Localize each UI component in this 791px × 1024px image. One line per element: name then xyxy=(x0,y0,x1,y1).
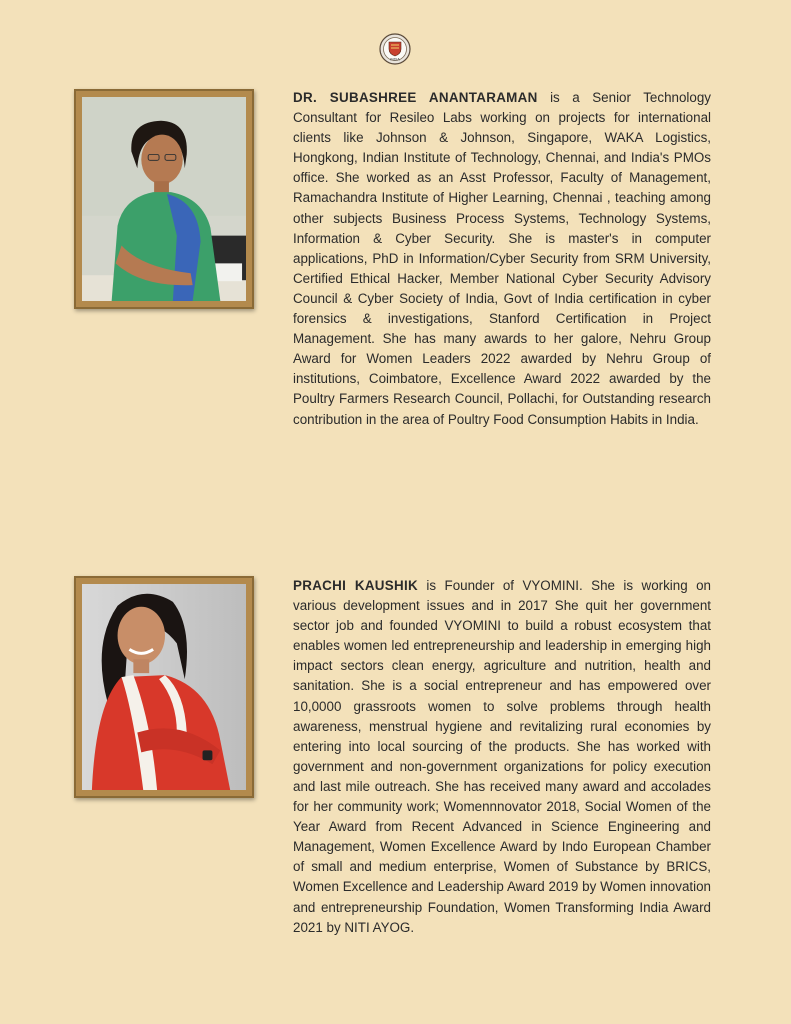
profile-photo-prachi xyxy=(82,584,246,790)
profile-photo-subashree xyxy=(82,97,246,301)
bio-subashree xyxy=(293,88,711,430)
institution-seal-icon xyxy=(379,33,411,65)
bio-name: PRACHI KAUSHIK xyxy=(293,578,418,593)
bio-name: DR. SUBASHREE ANANTARAMAN xyxy=(293,90,538,105)
profile-photo-frame xyxy=(74,89,254,309)
bio-text: is Founder of VYOMINI. She is working on various development issues and in 2017 She quit her government sector job and founded VYOMINI to build a robust ecosystem that enables women led entrepreneurship and leadership in emerging high impact sectors clean energy, agriculture and nutrition, health and sanitation. She is a social entrepreneur and has empowered over 10,0000 grassroots women to solve problems through health awareness, menstrual hygiene and revitalizing rural economies by entering into local sourcing of the products. She has worked with government and non-government organizations for policy execution and last mile outreach. She has received many award and accolades for her community work; Womennnovator 2018, Social Women of the Year Award from Recent Advanced in Science Engineering and Management, Women Excellence Award by Indo European Chamber of small and medium enterprise, Women of Substance by BRICS, Women Excellence and Leadership Award 2019 by Women innovation and entrepreneurship Foundation, Women Transforming India Award 2021 by NITI AYOG. xyxy=(293,578,711,935)
profile-photo-frame xyxy=(74,576,254,798)
svg-text:INDIA: INDIA xyxy=(390,57,400,62)
bio-prachi xyxy=(293,576,711,938)
bio-text: is a Senior Technology Consultant for Resileo Labs working on projects for international clients like Johnson & Johnson, Singapore, WAKA Logistics, Hongkong, Indian Institute of Technology, Chennai, and India's PMOs office. She worked as an Asst Professor, Faculty of Management, Ramachandra Institute of Higher Learning, Chennai , teaching among other subjects Business Process Systems, Technology Systems, Information & Cyber Security. She is master's in computer applications, PhD in Information/Cyber Security from SRM University, Certified Ethical Hacker, Member National Cyber Security Advisory Council & Cyber Society of India, Govt of India certification in cyber forensics & investigations, Stanford Certification in Project Management. She has many awards to her galore, Nehru Group Award for Women Leaders 2022 awarded by Nehru Group of institutions, Coimbatore, Excellence Award 2022 awarded by the Poultry Farmers Research Council, Pollachi, for Outstanding research contribution in the area of Poultry Food Consumption Habits in India. xyxy=(293,90,711,427)
